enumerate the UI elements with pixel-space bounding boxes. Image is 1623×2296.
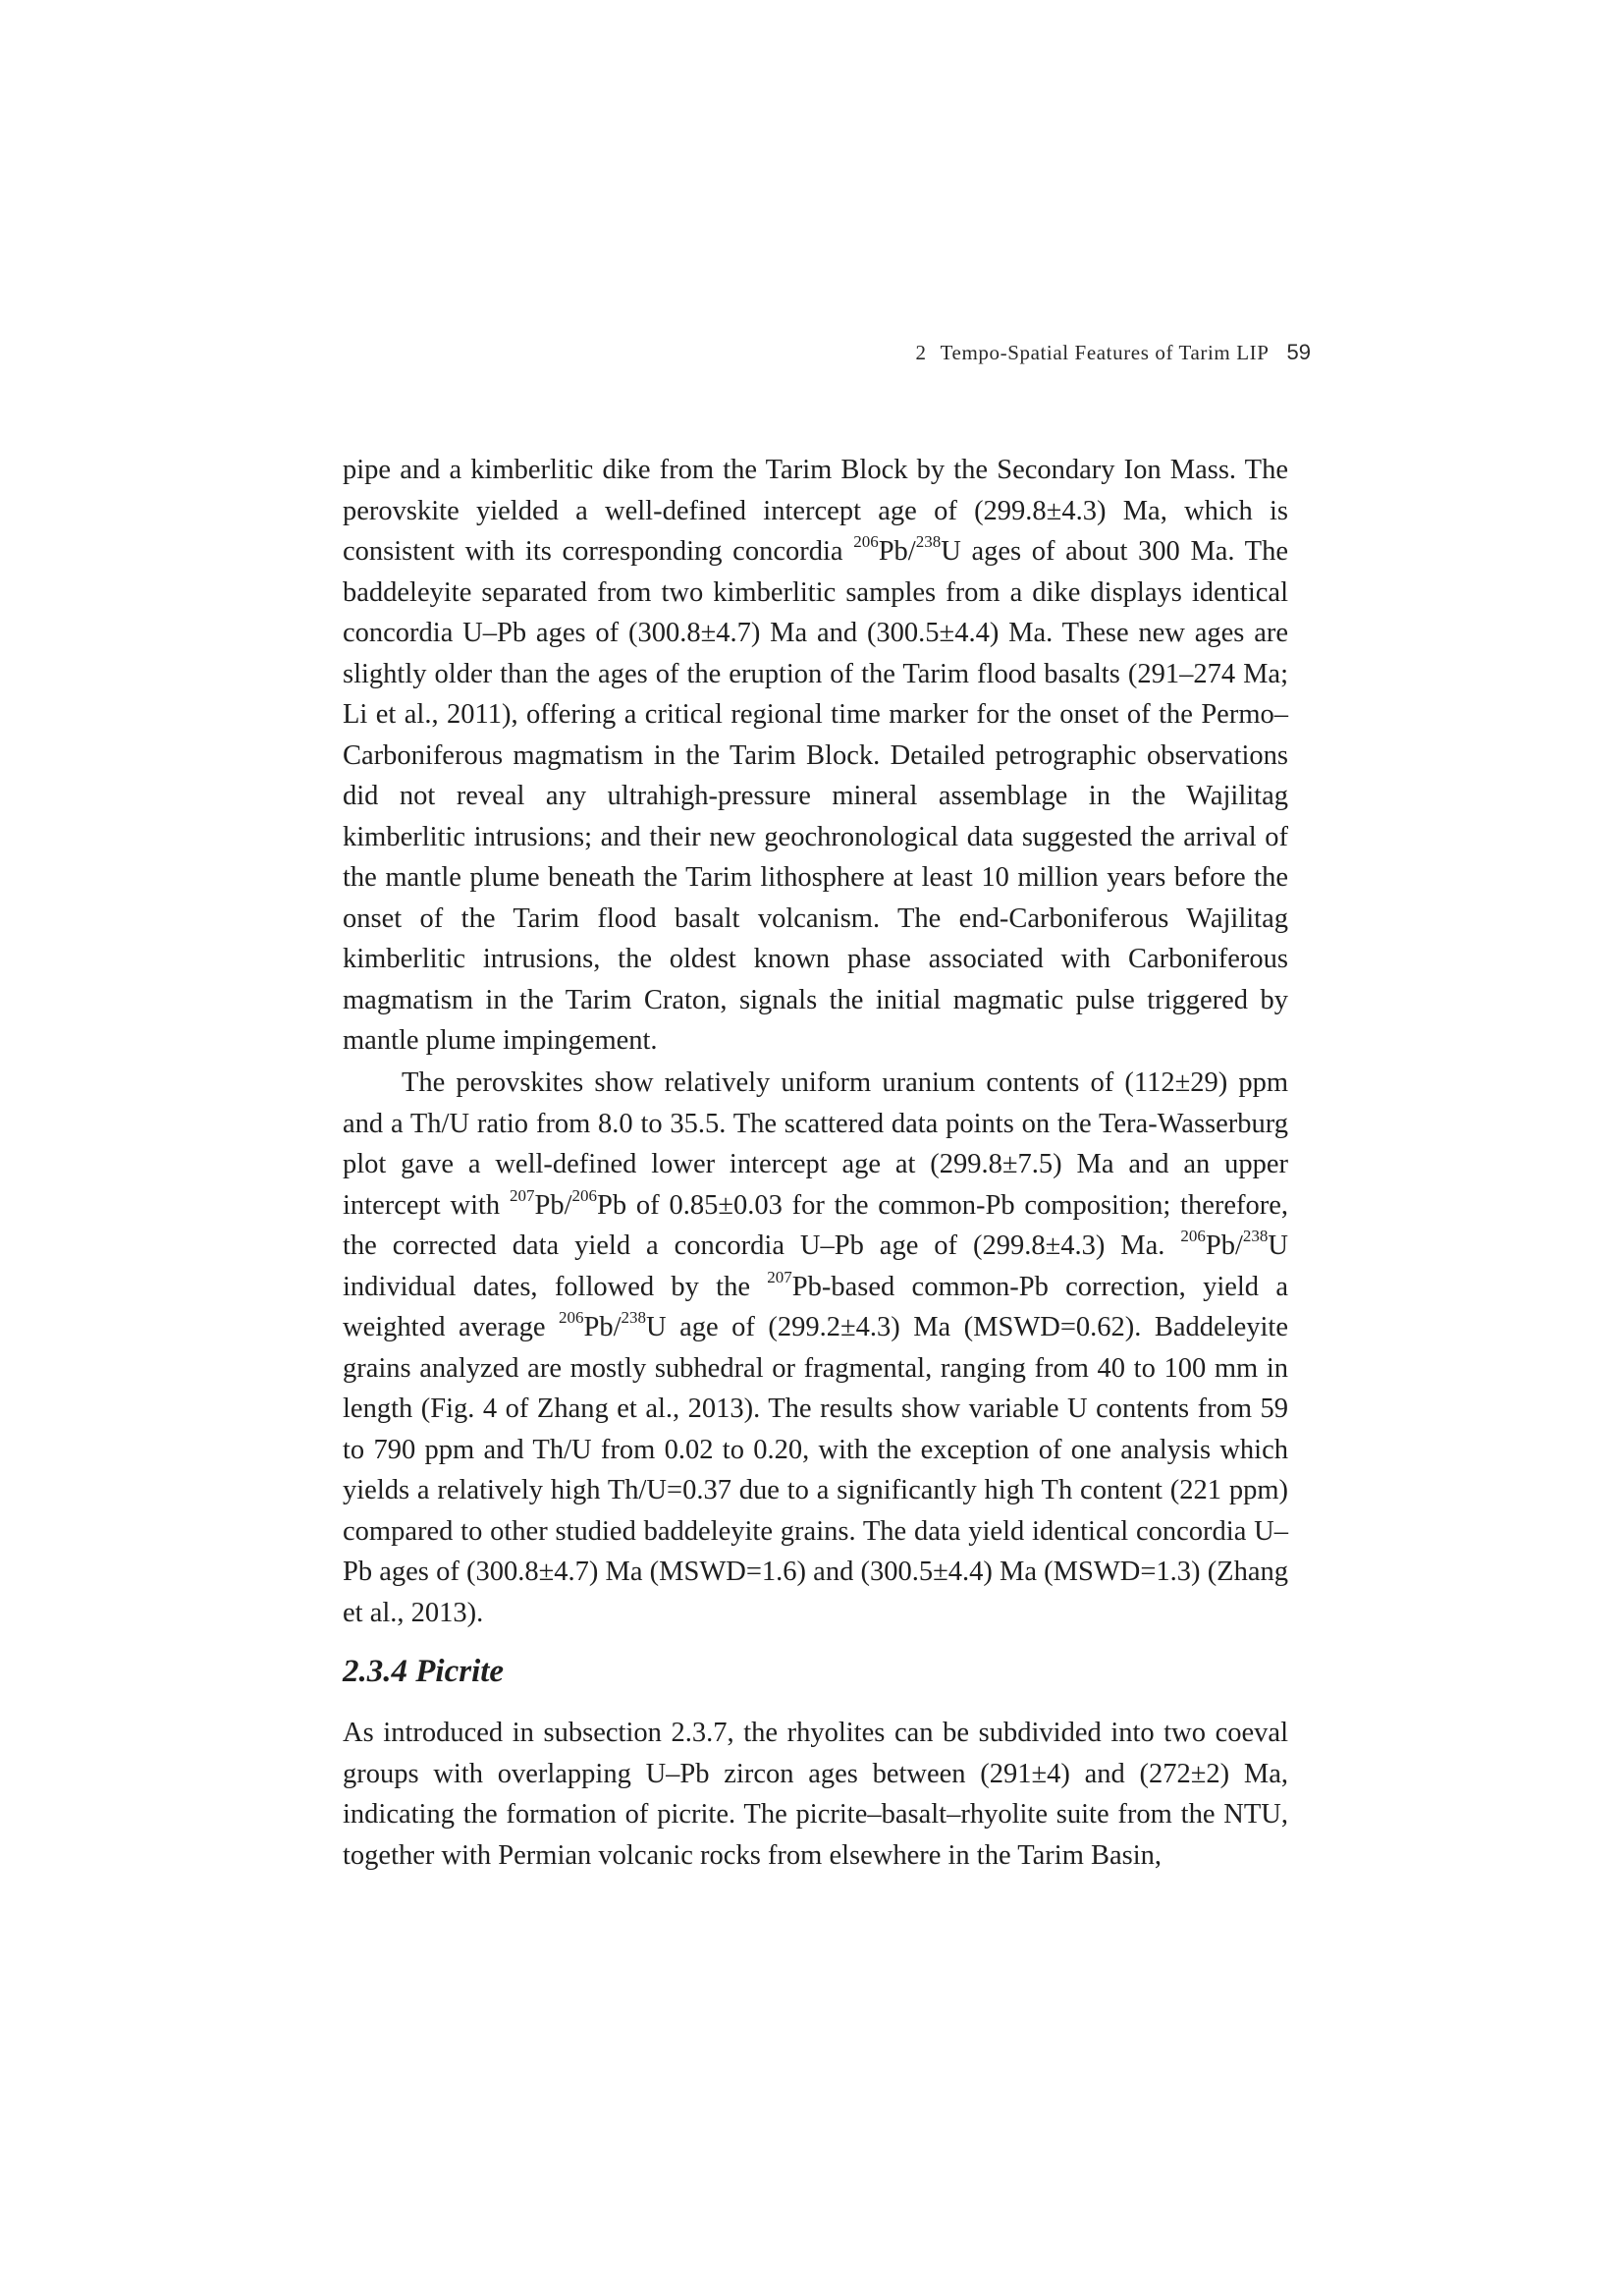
paragraph-2-text-e: U individual dates, followed by the — [343, 1230, 1288, 1302]
superscript: 238 — [621, 1308, 647, 1327]
paragraph-2-text-b: Pb/ — [534, 1189, 572, 1221]
paragraph-2-text-h: U age of (299.2±4.3) Ma (MSWD=0.62). Baddeleyite grains analyzed are mostly subhedral or fragmental, ranging from 40 to 100 mm in length (Fig. 4 of Zhang et al., 2013). The results show variable U contents from 59 to 790 ppm and Th/U from 0.02 to 0.20, with the exception of one analysis which yields a relatively high Th/U=0.37 due to a significantly high Th content (221 ppm) compared to other studied baddeleyite grains. The data yield identical concordia U–Pb ages of (300.8±4.7) Ma (MSWD=1.6) and (300.5±4.4) Ma (MSWD=1.3) (Zhang et al., 2013). — [343, 1312, 1288, 1628]
paragraph-2-text-d: Pb/ — [1205, 1230, 1243, 1261]
page-number: 59 — [1286, 340, 1311, 364]
superscript: 207 — [509, 1185, 535, 1205]
paragraph-2 — [343, 1063, 1288, 1633]
paragraph-2-text-g: Pb/ — [583, 1312, 622, 1342]
superscript: 238 — [1242, 1227, 1269, 1245]
section-heading: 2.3.4 Picrite — [343, 1654, 505, 1689]
superscript: 206 — [1180, 1227, 1206, 1245]
chapter-number: 2 — [915, 341, 927, 364]
paragraph-3 — [343, 1713, 1288, 1876]
paragraph-1-text-a: pipe and a kimberlitic dike from the Tarim Block by the Secondary Ion Mass. The perovskite yielded a well-defined intercept age of (299.8±4.3) Ma, which is consistent with its corresponding concordia — [343, 455, 1288, 567]
superscript: 206 — [559, 1308, 584, 1327]
paragraph-2-text-a: The perovskites show relatively uniform uranium contents of (112±29) ppm and a Th/U ratio from 8.0 to 35.5. The scattered data points on the Tera-Wasserburg plot gave a well-defined lower intercept age at (299.8±7.5) Ma and an upper intercept with — [343, 1067, 1288, 1221]
paragraph-3-text: As introduced in subsection 2.3.7, the rhyolites can be subdivided into two coeval groups with overlapping U–Pb zircon ages between (291±4) and (272±2) Ma, indicating the formation of picrite. The picrite–basalt–rhyolite suite from the NTU, together with Permian volcanic rocks from elsewhere in the Tarim Basin, — [343, 1718, 1288, 1871]
paragraph-1 — [343, 450, 1288, 1062]
paragraph-1-text-b: Pb/ — [878, 536, 916, 567]
superscript: 206 — [853, 532, 879, 551]
superscript: 238 — [915, 532, 942, 551]
superscript: 206 — [571, 1185, 597, 1205]
paragraph-1-text-c: U ages of about 300 Ma. The baddeleyite separated from two kimberlitic samples from a dike displays identical concordia U–Pb ages of (300.8±4.7) Ma and (300.5±4.4) Ma. These new ages are slightly older than the ages of the eruption of the Tarim flood basalts (291–274 Ma; Li et al., 2011), offering a critical regional time marker for the onset of the Permo–Carboniferous magmatism in the Tarim Block. Detailed petrographic observations did not reveal any ultrahigh-pressure mineral assemblage in the Wajilitag kimberlitic intrusions; and their new geochronological data suggested the arrival of the mantle plume beneath the Tarim lithosphere at least 10 million years before the onset of the Tarim flood basalt volcanism. The end-Carboniferous Wajilitag kimberlitic intrusions, the oldest known phase associated with Carboniferous magmatism in the Tarim Craton, signals the initial magmatic pulse triggered by mantle plume impingement. — [343, 536, 1288, 1056]
paragraph-2-text-c: Pb of 0.85±0.03 for the common-Pb composition; therefore, the corrected data yield a concordia U–Pb age of (299.8±4.3) Ma. — [343, 1189, 1288, 1261]
chapter-title: Tempo-Spatial Features of Tarim LIP — [940, 341, 1270, 364]
superscript: 207 — [767, 1267, 792, 1286]
running-header — [915, 340, 1311, 365]
paragraph-2-text-f: Pb-based common-Pb correction, yield a weighted average — [343, 1271, 1288, 1342]
